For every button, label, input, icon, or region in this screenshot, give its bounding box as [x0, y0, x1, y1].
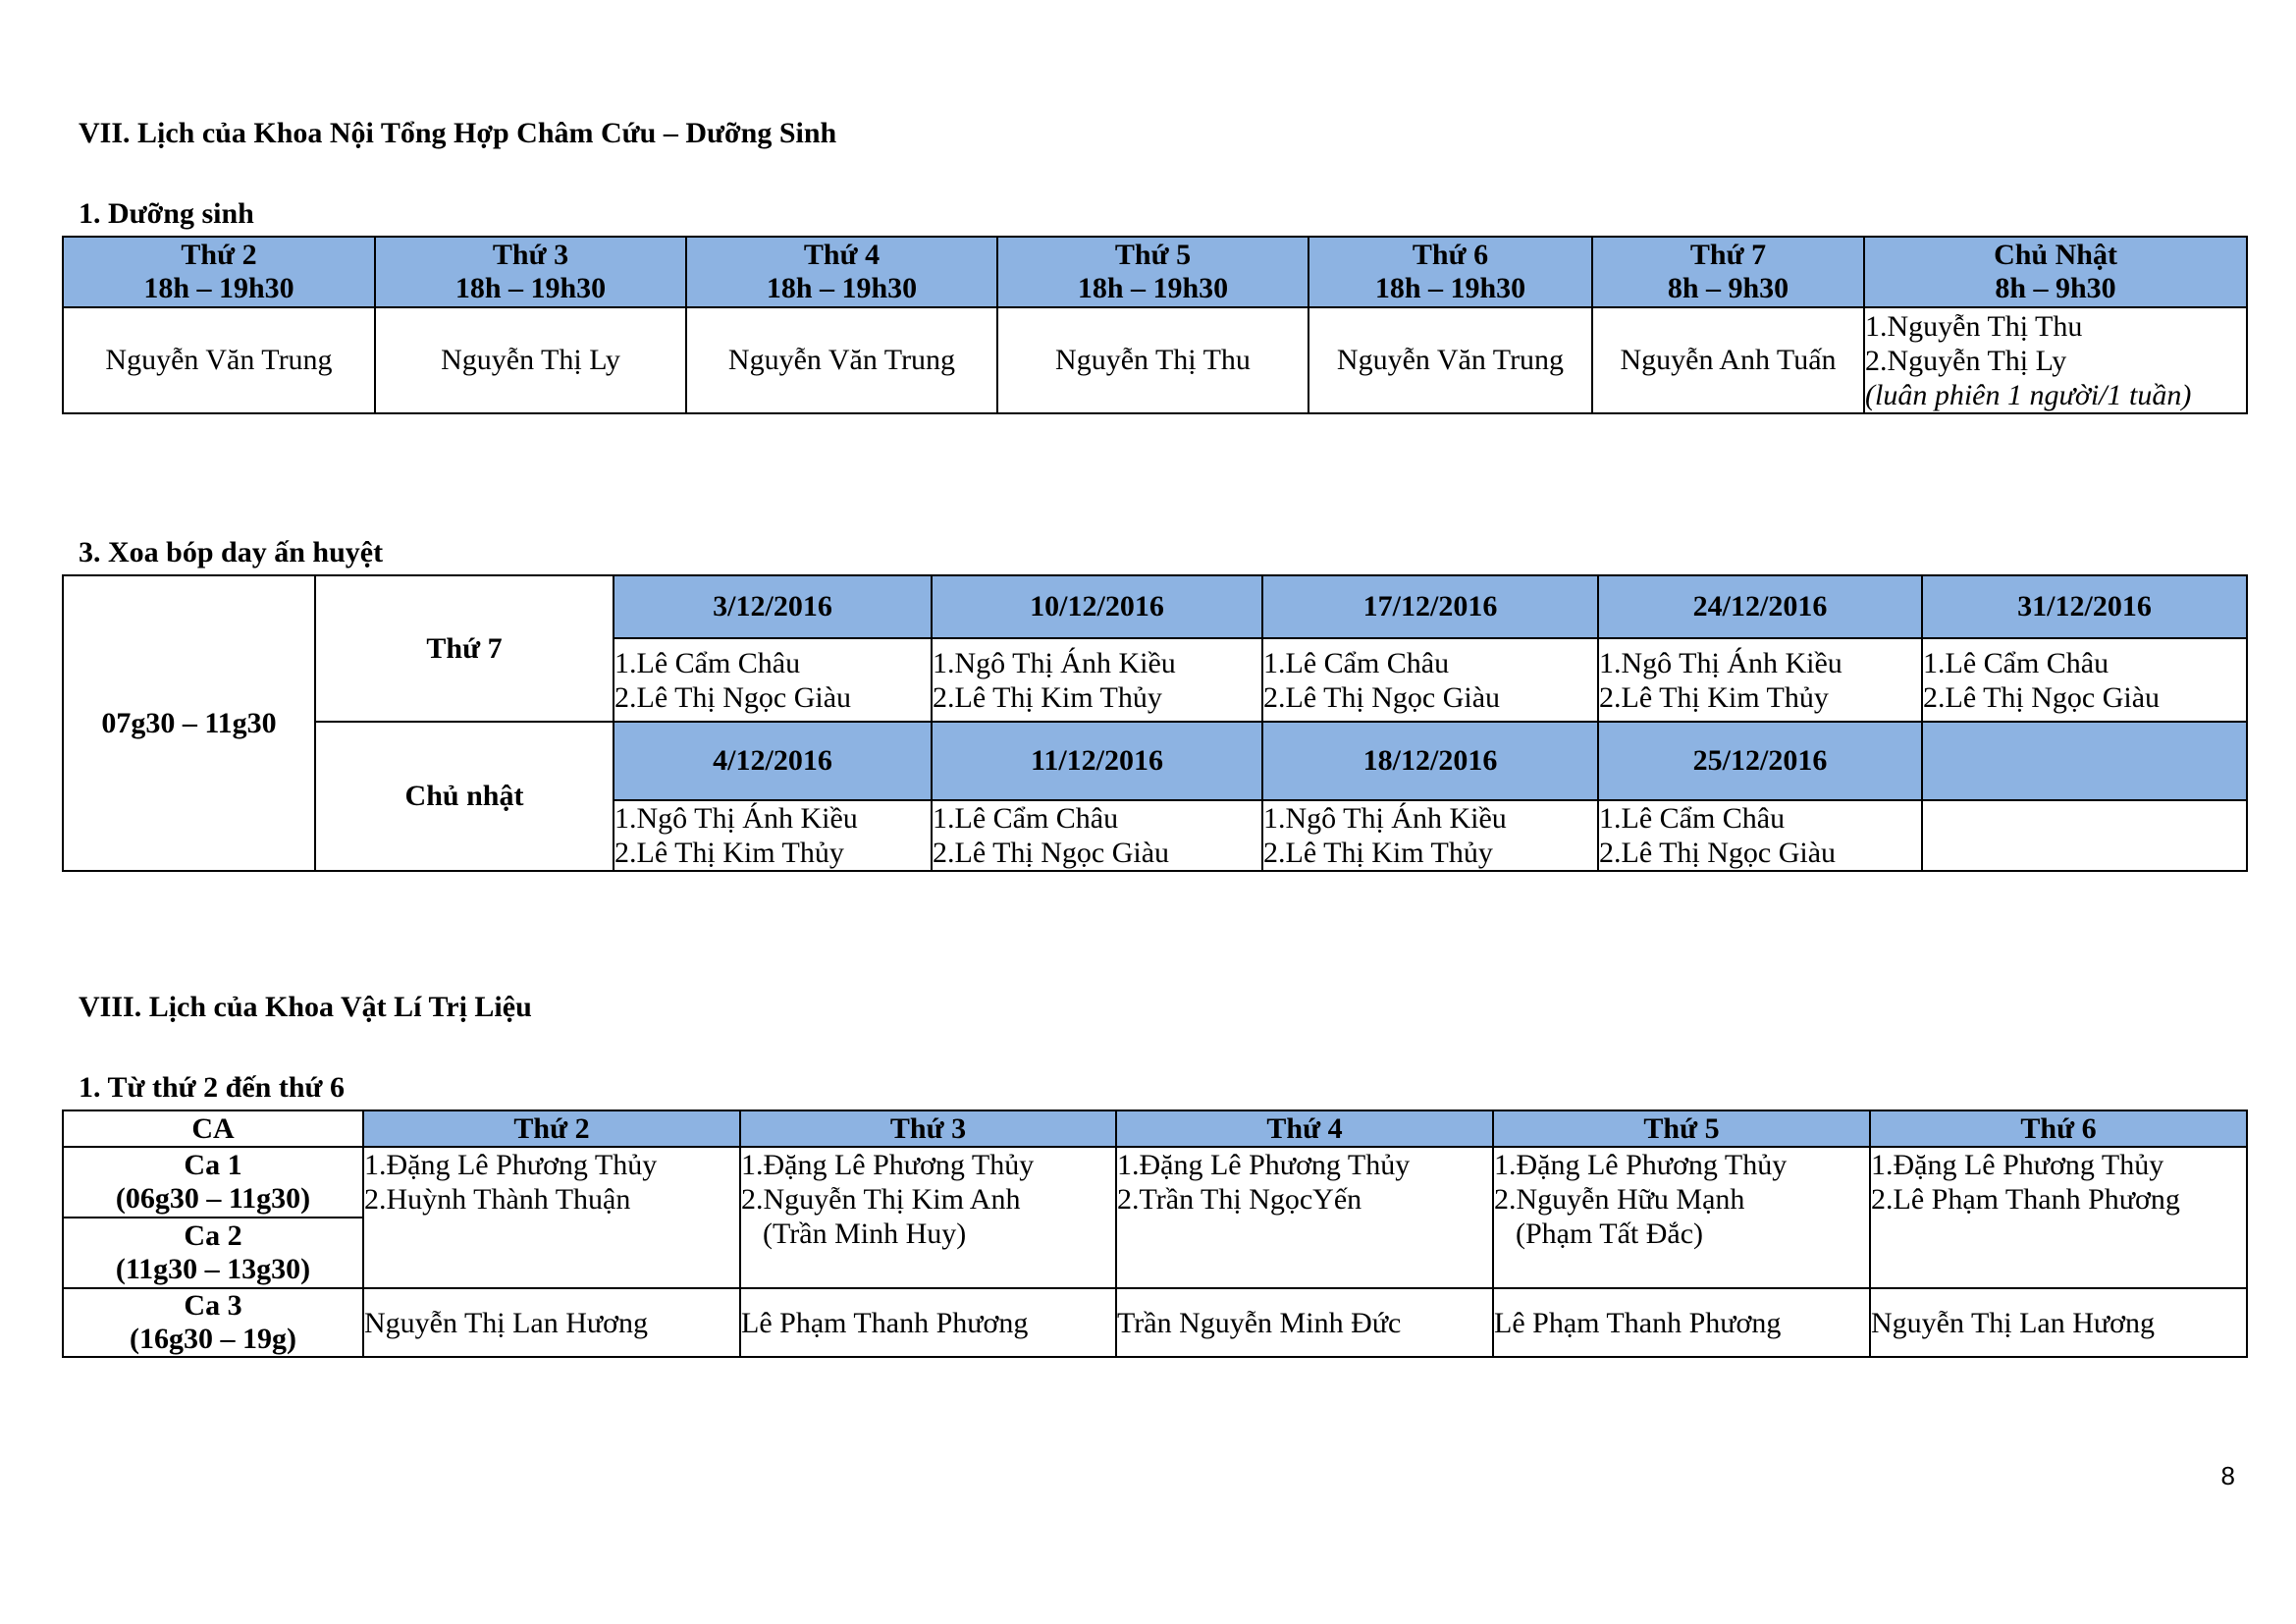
- staff-cell: 1.Lê Cẩm Châu 2.Lê Thị Ngọc Giàu: [614, 638, 932, 722]
- vat-li-tri-lieu-table: [62, 1110, 2248, 1358]
- day-header: Thứ 5: [1493, 1110, 1870, 1147]
- day-header: Thứ 4: [1116, 1110, 1493, 1147]
- subsection-title: 1. Từ thứ 2 đến thứ 6: [79, 1071, 346, 1104]
- staff-cell: 1.Đặng Lê Phương Thủy 2.Trần Thị NgọcYến: [1116, 1147, 1493, 1288]
- time-cell: 07g30 – 11g30: [63, 575, 315, 871]
- staff-cell: Nguyễn Anh Tuấn: [1592, 307, 1864, 413]
- subsection-title: 3. Xoa bóp day ấn huyệt: [79, 536, 384, 568]
- date-header: [1922, 722, 2247, 800]
- staff-cell: Nguyễn Thị Thu: [997, 307, 1308, 413]
- duong-sinh-table: [62, 236, 2248, 414]
- staff-cell: 1.Ngô Thị Ánh Kiều 2.Lê Thị Kim Thủy: [932, 638, 1262, 722]
- staff-cell: 1.Lê Cẩm Châu 2.Lê Thị Ngọc Giàu: [932, 800, 1262, 871]
- date-header: 25/12/2016: [1598, 722, 1922, 800]
- xoa-bop-table: [62, 574, 2248, 872]
- date-header: 31/12/2016: [1922, 575, 2247, 638]
- staff-cell: Lê Phạm Thanh Phương: [740, 1288, 1116, 1357]
- page-number: 8: [2220, 1461, 2235, 1490]
- day-header: Thứ 6: [1870, 1110, 2247, 1147]
- staff-cell: Nguyễn Thị Ly: [375, 307, 686, 413]
- rotation-note: (luân phiên 1 người/1 tuần): [1865, 378, 2192, 411]
- staff-cell: 1.Đặng Lê Phương Thủy 2.Lê Phạm Thanh Phương: [1870, 1147, 2247, 1288]
- day-label: Thứ 7: [315, 575, 614, 722]
- section-title: VIII. Lịch của Khoa Vật Lí Trị Liệu: [79, 991, 532, 1023]
- staff-cell: 1.Đặng Lê Phương Thủy 2.Nguyễn Thị Kim Anh (Trần Minh Huy): [740, 1147, 1116, 1288]
- day-label: Chủ nhật: [315, 722, 614, 871]
- day-header: Thứ 4 18h – 19h30: [686, 237, 997, 307]
- staff-cell: 1.Lê Cẩm Châu 2.Lê Thị Ngọc Giàu: [1598, 800, 1922, 871]
- staff-cell: 1.Ngô Thị Ánh Kiều 2.Lê Thị Kim Thủy: [614, 800, 932, 871]
- staff-cell: [1922, 800, 2247, 871]
- staff-cell: 1.Ngô Thị Ánh Kiều 2.Lê Thị Kim Thủy: [1262, 800, 1598, 871]
- staff-cell: Trần Nguyễn Minh Đức: [1116, 1288, 1493, 1357]
- ca-header: CA: [63, 1110, 363, 1147]
- staff-cell: 1.Đặng Lê Phương Thủy 2.Nguyễn Hữu Mạnh (Phạm Tất Đắc): [1493, 1147, 1870, 1288]
- date-header: 11/12/2016: [932, 722, 1262, 800]
- section-title: VII. Lịch của Khoa Nội Tổng Hợp Châm Cứu – Dưỡng Sinh: [79, 117, 837, 149]
- date-header: 4/12/2016: [614, 722, 932, 800]
- date-header: 10/12/2016: [932, 575, 1262, 638]
- staff-cell: Nguyễn Văn Trung: [1308, 307, 1592, 413]
- day-header: Thứ 7 8h – 9h30: [1592, 237, 1864, 307]
- day-header: Chủ Nhật 8h – 9h30: [1864, 237, 2247, 307]
- staff-cell: Nguyễn Văn Trung: [63, 307, 375, 413]
- day-header: Thứ 2 18h – 19h30: [63, 237, 375, 307]
- staff-cell: Nguyễn Văn Trung: [686, 307, 997, 413]
- date-header: 17/12/2016: [1262, 575, 1598, 638]
- day-header: Thứ 3: [740, 1110, 1116, 1147]
- staff-cell: 1.Lê Cẩm Châu 2.Lê Thị Ngọc Giàu: [1922, 638, 2247, 722]
- shift-label: Ca 3 (16g30 – 19g): [63, 1288, 363, 1357]
- date-header: 3/12/2016: [614, 575, 932, 638]
- day-header: Thứ 5 18h – 19h30: [997, 237, 1308, 307]
- day-header: Thứ 2: [363, 1110, 740, 1147]
- staff-cell: Nguyễn Thị Lan Hương: [363, 1288, 740, 1357]
- staff-cell: 1.Nguyễn Thị Thu 2.Nguyễn Thị Ly (luân phiên 1 người/1 tuần): [1864, 307, 2247, 413]
- day-header: Thứ 3 18h – 19h30: [375, 237, 686, 307]
- subsection-title: 1. Dưỡng sinh: [79, 197, 254, 230]
- date-header: 24/12/2016: [1598, 575, 1922, 638]
- staff-cell: 1.Ngô Thị Ánh Kiều 2.Lê Thị Kim Thủy: [1598, 638, 1922, 722]
- shift-label: Ca 1 (06g30 – 11g30): [63, 1147, 363, 1218]
- staff-cell: Lê Phạm Thanh Phương: [1493, 1288, 1870, 1357]
- date-header: 18/12/2016: [1262, 722, 1598, 800]
- staff-cell: Nguyễn Thị Lan Hương: [1870, 1288, 2247, 1357]
- staff-cell: 1.Đặng Lê Phương Thủy 2.Huỳnh Thành Thuận: [363, 1147, 740, 1288]
- day-header: Thứ 6 18h – 19h30: [1308, 237, 1592, 307]
- shift-label: Ca 2 (11g30 – 13g30): [63, 1218, 363, 1288]
- staff-cell: 1.Lê Cẩm Châu 2.Lê Thị Ngọc Giàu: [1262, 638, 1598, 722]
